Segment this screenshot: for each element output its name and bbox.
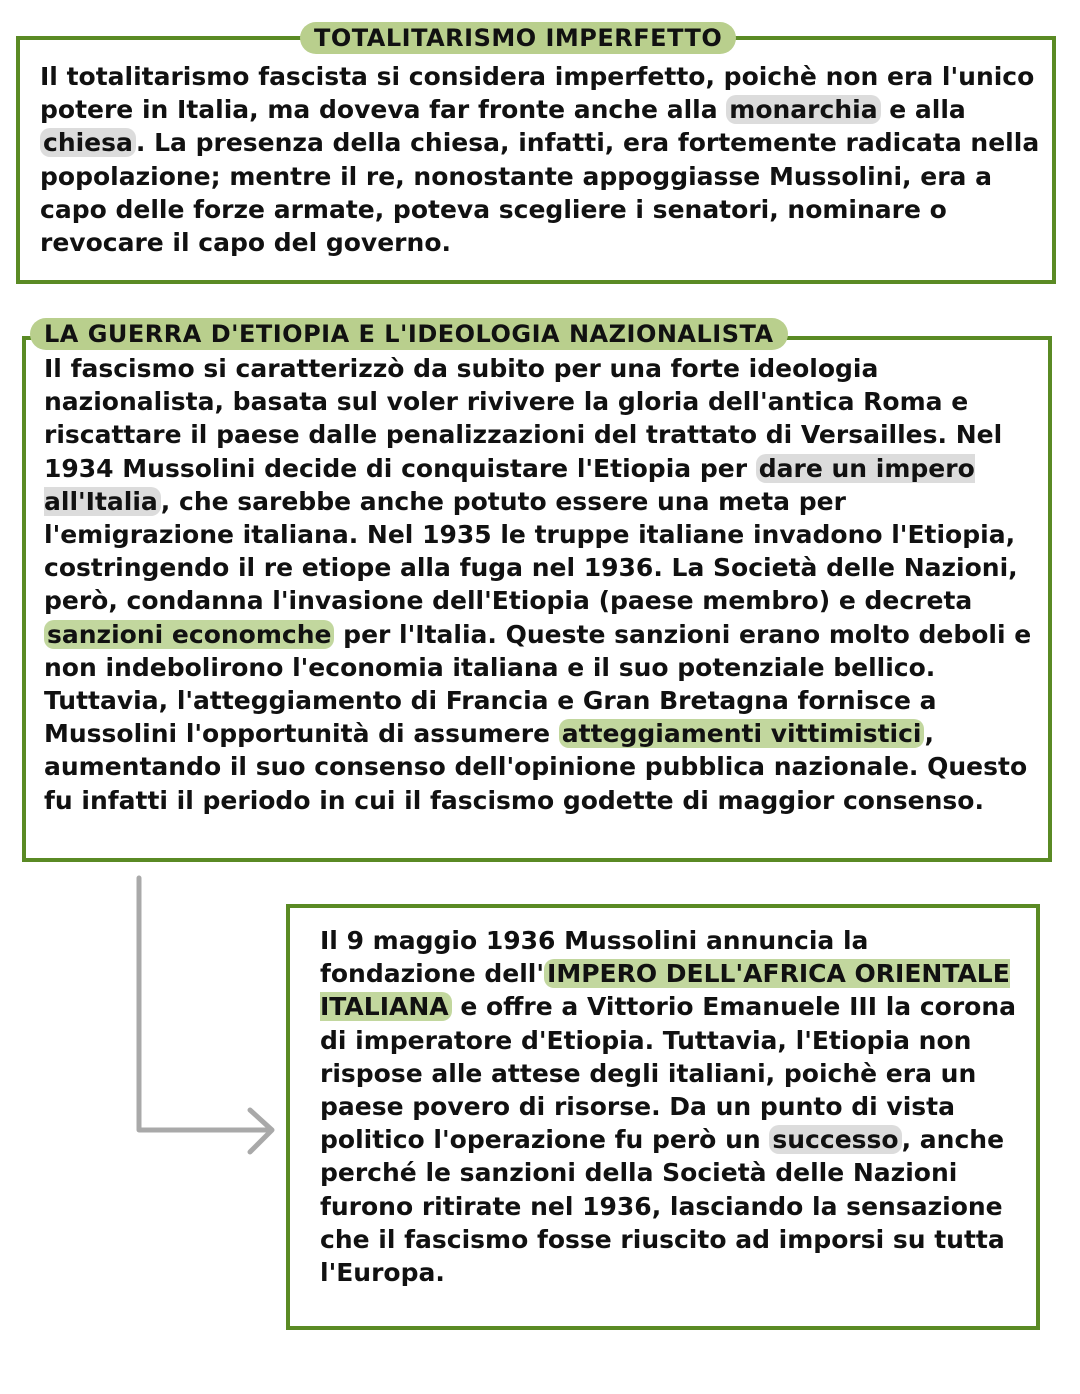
section-etiopia-title: LA GUERRA D'ETIOPIA E L'IDEOLOGIA NAZIONALISTA	[30, 318, 788, 350]
text-segment: , che sarebbe anche potuto essere una meta per l'emigrazione italiana. Nel 1935 le truppe italiane invadono l'Etiopia, costringendo il re etiope alla fuga nel 1936. La Società delle Nazioni, però, condanna l'invasione dell'Etiopia (paese membro) e decreta	[44, 486, 1018, 616]
highlight-chiesa: chiesa	[40, 128, 136, 157]
highlight-impero: dare un impero all'Italia	[44, 453, 975, 516]
highlight-successo: successo	[769, 1125, 901, 1154]
text-segment: Il totalitarismo fascista si considera imperfetto, poichè non era l'unico potere in Italia, ma doveva far fronte anche alla	[40, 62, 1035, 125]
section-impero-text	[320, 924, 1020, 1289]
arrow-connector-icon	[120, 870, 290, 1170]
section-etiopia-text	[44, 352, 1036, 817]
text-segment: e alla	[880, 95, 966, 125]
text-segment: , anche perché le sanzioni della Società delle Nazioni furono ritirate nel 1936, lasciando la sensazione che il fascismo fosse riuscito ad imporsi su tutta l'Europa.	[320, 1125, 1005, 1288]
text-segment: per l'Italia. Queste sanzioni erano molto deboli e non indebolirono l'economia italiana e il suo potenziale bellico. Tuttavia, l'atteggiamento di Francia e Gran Bretagna fornisce a Mussolini l'opportunità di assumere	[44, 619, 1032, 749]
highlight-atteggiamenti: atteggiamenti vittimistici	[559, 719, 925, 748]
text-segment: Il 9 maggio 1936 Mussolini annuncia la fondazione dell'	[320, 926, 869, 989]
text-segment: , aumentando il suo consenso dell'opinione pubblica nazionale. Questo fu infatti il periodo in cui il fascismo godette di maggior consenso.	[44, 719, 1028, 815]
section-totalitarismo-text	[40, 60, 1040, 259]
section-totalitarismo-title: TOTALITARISMO IMPERFETTO	[300, 22, 736, 54]
text-segment: e offre a Vittorio Emanuele III la corona di imperatore d'Etiopia. Tuttavia, l'Etiopia non rispose alle attese degli italiani, poichè era un paese povero di risorse. Da un punto di vista politico l'operazione fu però un	[320, 992, 1017, 1155]
highlight-impero-aoi: IMPERO DELL'AFRICA ORIENTALE ITALIANA	[320, 959, 1010, 1022]
highlight-monarchia: monarchia	[726, 95, 880, 124]
text-segment: Il fascismo si caratterizzò da subito per una forte ideologia nazionalista, basata sul voler rivivere la gloria dell'antica Roma e riscattare il paese dalle penalizzazioni del trattato di Versailles. Nel 1934 Mussolini decide di conquistare l'Etiopia per	[44, 354, 1003, 483]
highlight-sanzioni: sanzioni economche	[44, 620, 334, 649]
text-segment: . La presenza della chiesa, infatti, era fortemente radicata nella popolazione; mentre il re, nonostante appoggiasse Mussolini, era a capo delle forze armate, poteva scegliere i senatori, nominare o revocare il capo del governo.	[40, 128, 1040, 258]
